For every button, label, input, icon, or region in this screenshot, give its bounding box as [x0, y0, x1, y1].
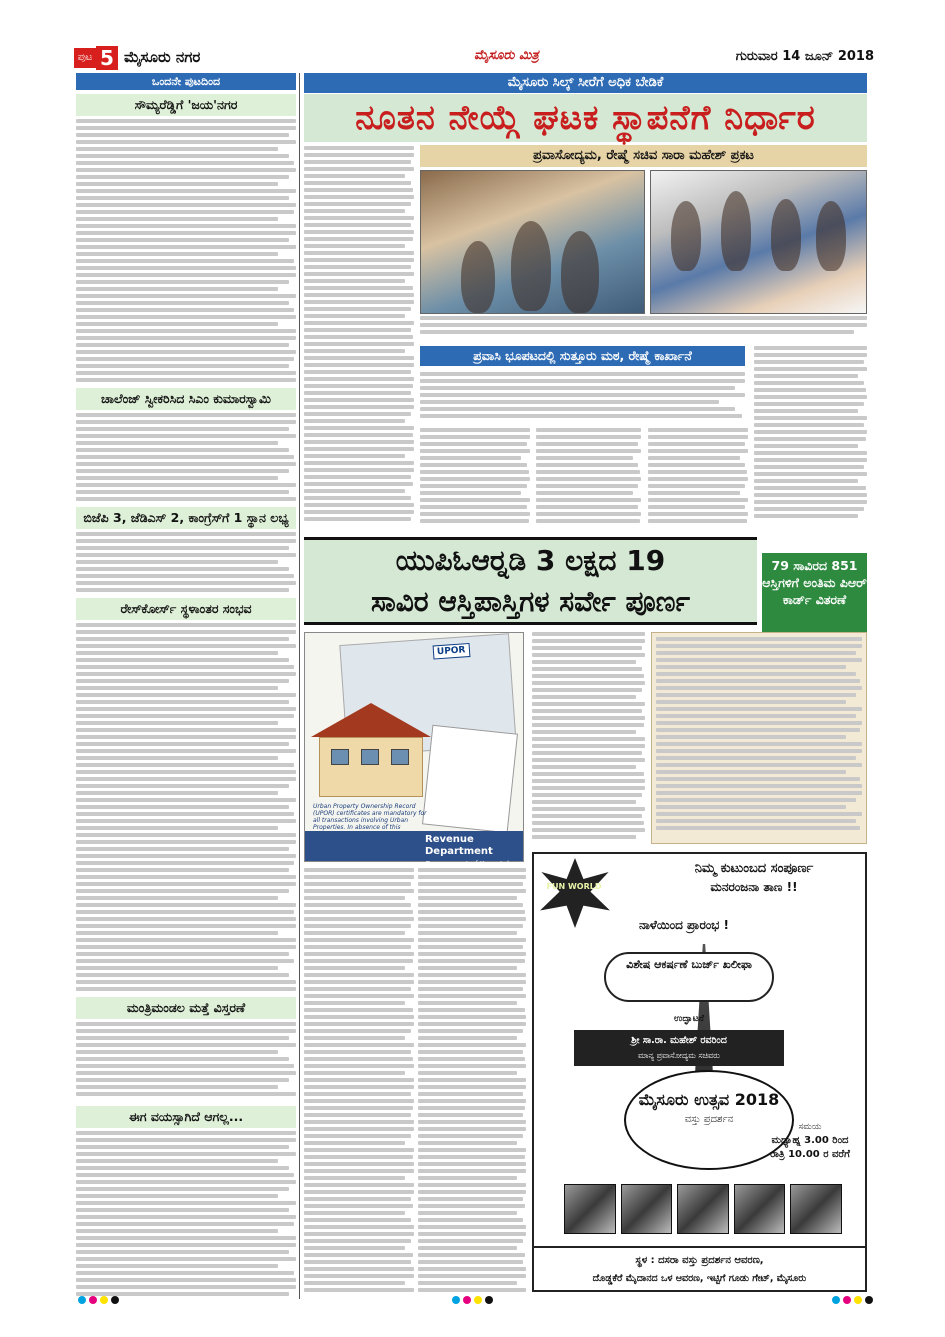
article-body	[76, 1131, 296, 1301]
ad-photo	[677, 1184, 729, 1234]
ad-inauguration-label: ಉದ್ಘಾಟನೆ	[674, 1014, 704, 1024]
story-kicker: ಮೈಸೂರು ಸಿಲ್ಕ್ ಸೀರೆಗೆ ಅಧಿಕ ಬೇಡಿಕೆ	[304, 73, 867, 93]
article-body	[418, 868, 526, 1298]
ad-timing-label: ಸಮಯ	[798, 1122, 822, 1132]
article-body	[304, 146, 414, 524]
registration-marks	[832, 1296, 873, 1304]
ad-title	[654, 860, 854, 897]
ad-photo	[621, 1184, 673, 1234]
masthead-logo: ಮೈಸೂರು ಮಿತ್ರ	[474, 48, 539, 63]
ad-venue-line: ಸ್ಥಳ : ದಸರಾ ವಸ್ತು ಪ್ರದರ್ಶನ ಆವರಣ,	[635, 1255, 764, 1266]
government-name: Government of Karnataka	[425, 860, 516, 868]
article-heading: ಚಾಲೆಂಜ್ ಸ್ವೀಕರಿಸಿದ ಸಿಎಂ ಕುಮಾರಸ್ವಾಮಿ	[76, 388, 296, 410]
lead-subhead: ಪ್ರವಾಸೋದ್ಯಮ, ರೇಷ್ಮೆ ಸಚಿವ ಸಾರಾ ಮಹೇಶ್ ಪ್ರಕಟ	[420, 145, 867, 167]
ad-photo	[734, 1184, 786, 1234]
ad-title-line: ಮನರಂಜನಾ ತಾಣ !!	[710, 880, 798, 894]
ad-photo-strip	[564, 1184, 842, 1234]
article-body	[76, 413, 296, 503]
ad-event-title: ಮೈಸೂರು ಉತ್ಸವ 2018	[638, 1090, 780, 1109]
article-body	[754, 346, 867, 528]
article-body	[420, 372, 745, 422]
ad-inaugurator-role: ಮಾನ್ಯ ಪ್ರವಾಸೋದ್ಯಮ ಸಚಿವರು	[638, 1051, 720, 1060]
story-headline-line: ಸಾವಿರ ಆಸ್ತಿಪಾಸ್ತಿಗಳ ಸರ್ವೇ ಪೂರ್ಣ	[370, 585, 691, 618]
article-body	[420, 428, 530, 528]
upor-note: Urban Property Ownership Record (UPOR) certificates are mandatory for all transactions involving Urban Properties. In absence of this	[313, 803, 427, 831]
ad-event-subtitle: ವಸ್ತು ಪ್ರದರ್ಶನ	[684, 1114, 734, 1125]
registration-marks	[78, 1296, 119, 1304]
ad-special-attraction: ವಿಶೇಷ ಆಕರ್ಷಣೆ ಬುರ್ಜ್ ಖಲೀಫಾ	[604, 952, 774, 1002]
upor-graphic	[304, 632, 524, 868]
left-column	[76, 73, 296, 1299]
story-headline-line: ಯುಪಿಓಆರ್‍ನಡಿ 3 ಲಕ್ಷದ 19	[395, 544, 666, 577]
highlight-box: 79 ಸಾವಿರದ 851 ಆಸ್ತಿಗಳಿಗೆ ಅಂತಿಮ ಪಿಆರ್ ಕಾರ್ಡ್ ವಿತರಣೆ	[762, 553, 867, 633]
news-photo-meeting	[650, 170, 867, 314]
article-body	[304, 868, 414, 1298]
issue-date: ಗುರುವಾರ 14 ಜೂನ್ 2018	[735, 49, 874, 64]
ad-venue	[534, 1246, 865, 1290]
page-number: 5	[96, 46, 118, 70]
column-divider	[299, 73, 300, 1299]
article-body	[76, 119, 296, 384]
lead-headline: ನೂತನ ನೇಯ್ಗೆ ಘಟಕ ಸ್ಥಾಪನೆಗೆ ನಿರ್ಧಾರ	[304, 94, 867, 142]
house-illustration	[311, 703, 431, 803]
ad-timing	[765, 1120, 855, 1162]
department-band	[305, 831, 523, 868]
ad-timing-value: ಮಧ್ಯಾಹ್ನ 3.00 ರಿಂದ ರಾತ್ರಿ 10.00 ರ ವರೆಗೆ	[770, 1135, 850, 1160]
certificate-document-image	[422, 725, 518, 833]
article-body	[76, 1022, 296, 1102]
ad-venue-place: ದೊಡ್ಡಕೆರೆ ಮೈದಾನದ ಒಳ ಆವರಣ, ಇಟ್ಟಿಗೆ ಗೂಡು ಗೇಟ್, ಮೈಸೂರು	[592, 1273, 807, 1284]
photo-caption	[420, 316, 867, 340]
registration-marks	[452, 1296, 493, 1304]
upor-logo: UPOR	[433, 643, 470, 660]
fun-world-advertisement	[532, 852, 867, 1292]
news-photo-weaving-unit	[420, 170, 645, 314]
ad-start-text: ನಾಳೆಯಿಂದ ಪ್ರಾರಂಭ !	[638, 918, 729, 932]
article-body	[532, 632, 645, 842]
article-heading: ಮಂತ್ರಿಮಂಡಲ ಮತ್ತೆ ವಿಸ್ತರಣೆ	[76, 997, 296, 1019]
article-body	[76, 623, 296, 993]
ad-inauguration-box	[574, 1030, 784, 1066]
section-name: ಮೈಸೂರು ನಗರ	[124, 48, 201, 66]
page-header	[74, 46, 874, 70]
article-heading: ಈಗ ವಯಸ್ಸಾಗಿದೆ ಆಗಲ್ಲ...	[76, 1106, 296, 1128]
article-body	[76, 532, 296, 594]
ad-photo	[790, 1184, 842, 1234]
article-body	[536, 428, 641, 528]
page-label: ಪುಟ	[74, 48, 96, 68]
article-body	[648, 428, 748, 528]
article-heading: ಬಿಜೆಪಿ 3, ಜೆಡಿಎಸ್ 2, ಕಾಂಗ್ರೆಸ್‍ಗೆ 1 ಸ್ಥಾನ ಲಭ್ಯ	[76, 507, 296, 529]
article-heading: ರೇಸ್‍ಕೋರ್ಸ್ ಸ್ಥಳಾಂತರ ಸಂಭವ	[76, 598, 296, 620]
ad-photo	[564, 1184, 616, 1234]
fun-world-logo-text: FUN WORLD	[546, 882, 602, 891]
continued-banner: ಒಂದನೇ ಪುಟದಿಂದ	[76, 73, 296, 90]
ad-title-line: ನಿಮ್ಮ ಕುಟುಂಬದ ಸಂಪೂರ್ಣ	[694, 861, 814, 876]
story-subheading: ಪ್ರವಾಸಿ ಭೂಪಟದಲ್ಲಿ ಸುತ್ತೂರು ಮಠ, ರೇಷ್ಮೆ ಕಾರ್ಖಾನೆ	[420, 346, 745, 366]
ad-inaugurator-name: ಶ್ರೀ ಸಾ.ರಾ. ಮಹೇಶ್ ರವರಿಂದ	[631, 1035, 727, 1046]
story-headline	[304, 537, 757, 625]
article-heading: ಸೌಮ್ಯರೆಡ್ಡಿಗೆ 'ಜಯ'ನಗರ	[76, 94, 296, 116]
info-box	[651, 632, 867, 844]
department-name: Revenue Department	[425, 834, 493, 857]
